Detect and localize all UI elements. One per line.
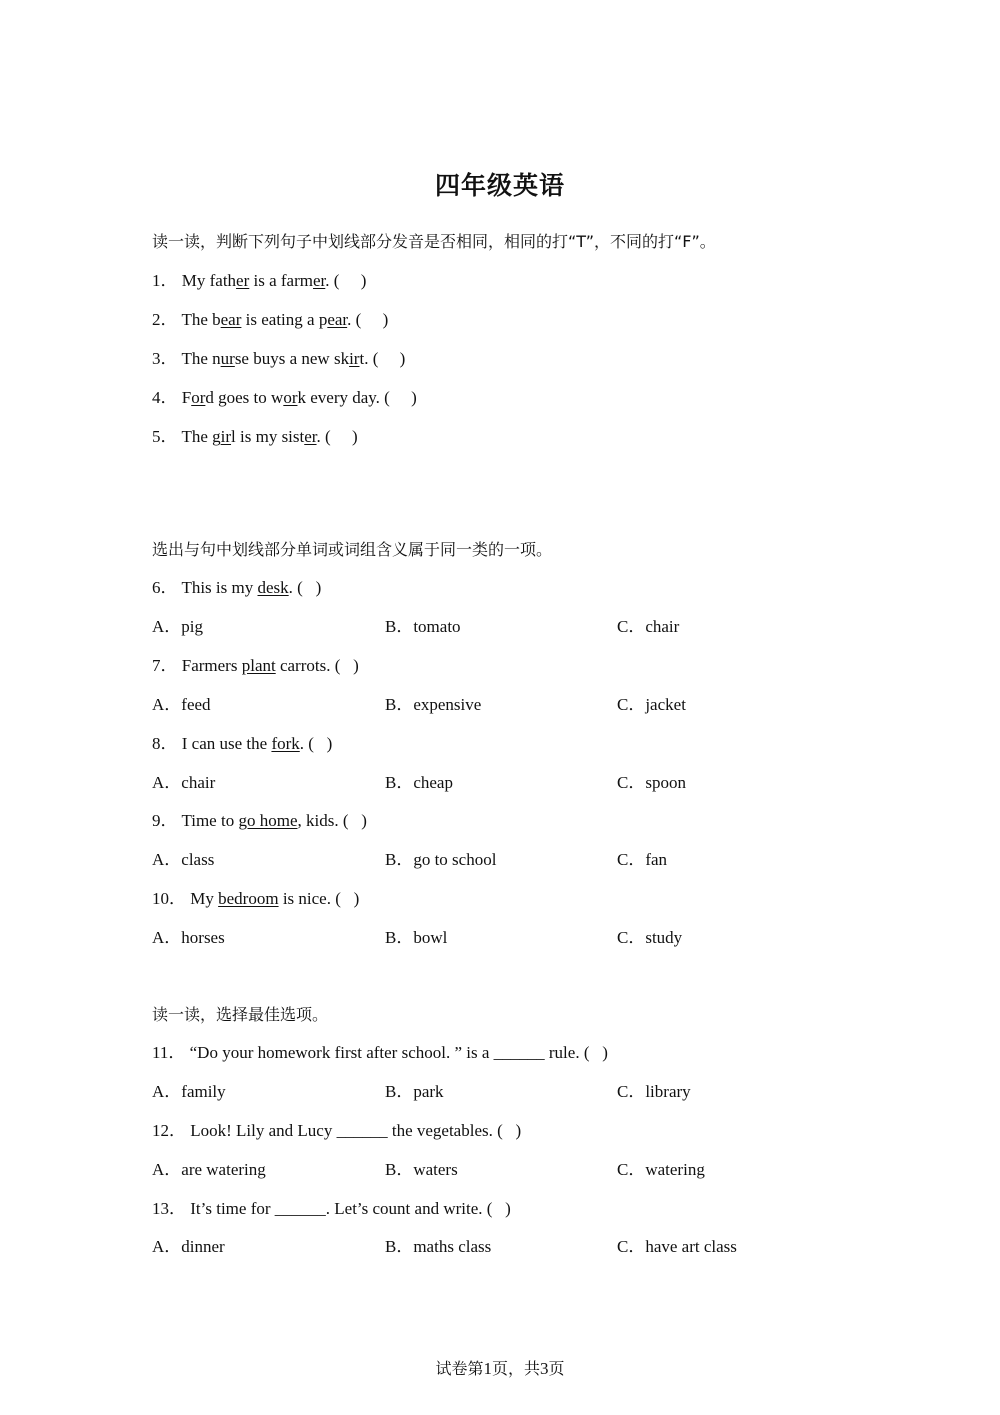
option-6a: A．pig (152, 617, 203, 636)
question-8: 8． I can use the fork. ( ) (152, 734, 333, 753)
option-12b: B．waters (385, 1160, 458, 1179)
option-11c: C．library (617, 1082, 691, 1101)
option-7a: A．feed (152, 695, 211, 714)
question-7: 7． Farmers plant carrots. ( ) (152, 656, 359, 675)
option-8c: C．spoon (617, 773, 686, 792)
option-13b: B．maths class (385, 1237, 492, 1256)
option-11a: A．family (152, 1082, 226, 1101)
question-5: 5． The girl is my sister. ( ) (152, 427, 358, 446)
option-13a: A．dinner (152, 1237, 225, 1256)
option-8a: A．chair (152, 773, 216, 792)
option-9c: C．fan (617, 850, 668, 869)
question-10: 10． My bedroom is nice. ( ) (152, 889, 360, 908)
question-13: 13． It’s time for ______. Let’s count and write. ( ) (152, 1199, 511, 1218)
option-12a: A．are watering (152, 1160, 266, 1179)
section2-instruction: 选出与句中划线部分单词或词组含义属于同一类的一项。 (152, 540, 553, 559)
option-10c: C．study (617, 928, 683, 947)
question-9: 9． Time to go home, kids. ( ) (152, 811, 367, 830)
option-11b: B．park (385, 1082, 444, 1101)
question-1: 1． My father is a farmer. ( ) (152, 271, 367, 290)
option-9a: A．class (152, 850, 215, 869)
section1-instruction: 读一读，判断下列句子中划线部分发音是否相同，相同的打“T”，不同的打“F”。 (152, 232, 716, 251)
section3-instruction: 读一读，选择最佳选项。 (152, 1005, 329, 1024)
option-7c: C．jacket (617, 695, 686, 714)
option-13c: C．have art class (617, 1237, 737, 1256)
option-10b: B．bowl (385, 928, 448, 947)
question-2: 2． The bear is eating a pear. ( ) (152, 310, 389, 329)
option-9b: B．go to school (385, 850, 497, 869)
option-7b: B．expensive (385, 695, 482, 714)
page-title: 四年级英语 (434, 171, 565, 200)
question-4: 4． Ford goes to work every day. ( ) (152, 388, 417, 407)
option-12c: C．watering (617, 1160, 705, 1179)
option-10a: A．horses (152, 928, 225, 947)
page-footer: 试卷第1页，共3页 (435, 1359, 565, 1378)
option-6b: B．tomato (385, 617, 461, 636)
option-8b: B．cheap (385, 773, 453, 792)
question-12: 12． Look! Lily and Lucy ______ the vegetables. ( ) (152, 1121, 522, 1140)
question-3: 3． The nurse buys a new skirt. ( ) (152, 349, 406, 368)
question-11: 11． “Do your homework first after school. ” is a ______ rule. ( ) (152, 1043, 608, 1062)
question-6: 6． This is my desk. ( ) (152, 578, 322, 597)
option-6c: C．chair (617, 617, 680, 636)
